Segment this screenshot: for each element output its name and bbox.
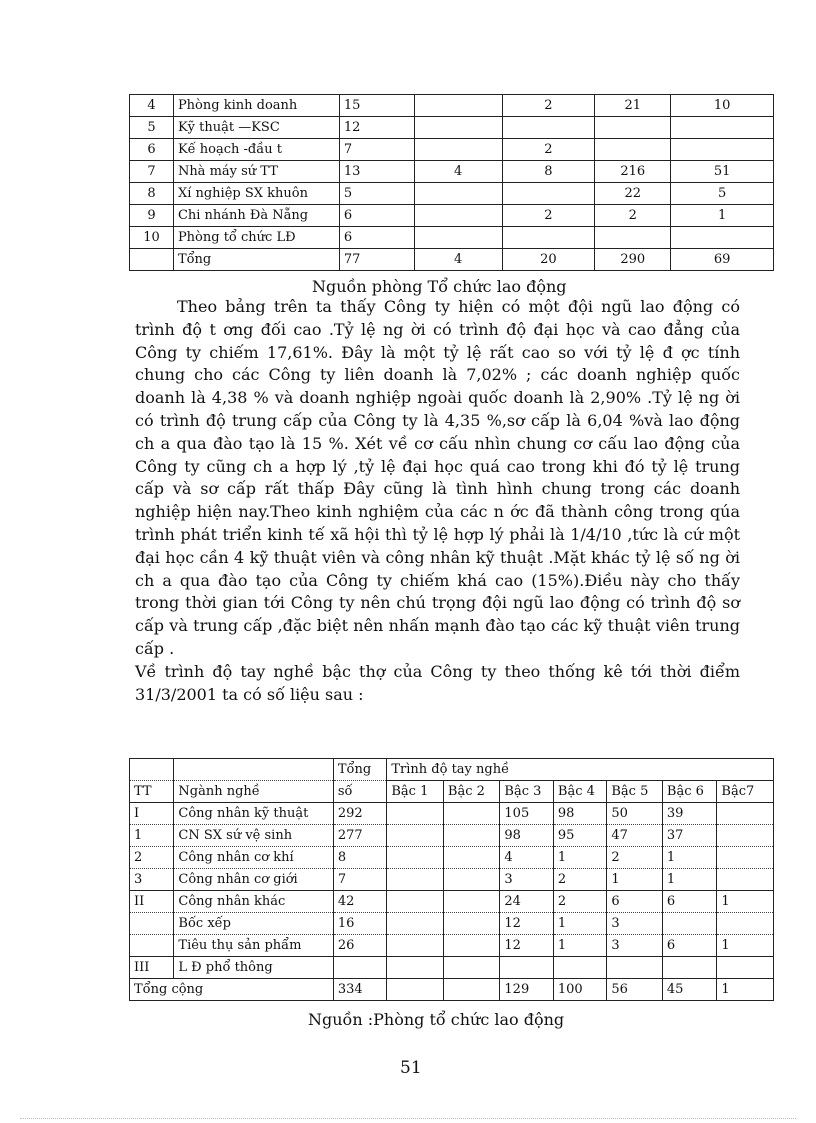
- table-cell: [333, 957, 386, 979]
- table-cell: 277: [333, 825, 386, 847]
- table-row: [130, 249, 774, 271]
- table-row: [130, 117, 774, 139]
- table-cell: [130, 249, 174, 271]
- table-cell: 51: [671, 161, 774, 183]
- table-cell: [500, 957, 553, 979]
- table-cell: [130, 913, 174, 935]
- table-cell: 6: [607, 891, 663, 913]
- header-tong: Tổng: [333, 759, 386, 781]
- table-cell: 2: [595, 205, 671, 227]
- table-cell: 98: [553, 803, 606, 825]
- table-cell: [443, 869, 500, 891]
- table-cell: 1: [607, 869, 663, 891]
- header-cell: Ngành nghề: [174, 781, 333, 803]
- table-cell: [387, 913, 444, 935]
- table-cell: Công nhân khác: [174, 891, 333, 913]
- table-cell: 2: [130, 847, 174, 869]
- table-cell: 3: [500, 869, 553, 891]
- table-cell: [717, 869, 774, 891]
- table-cell: 12: [500, 935, 553, 957]
- table-cell: 42: [333, 891, 386, 913]
- table-cell: 39: [662, 803, 717, 825]
- table-cell: Phòng tổ chức LĐ: [173, 227, 339, 249]
- table-cell: [387, 825, 444, 847]
- header-cell: Bậc 1: [387, 781, 444, 803]
- table-cell: L Đ phổ thông: [174, 957, 333, 979]
- table-cell: 7: [333, 869, 386, 891]
- table-row: [130, 869, 774, 891]
- table-cell: 4: [130, 95, 174, 117]
- table-row: [130, 183, 774, 205]
- table-cell: 292: [333, 803, 386, 825]
- table-cell: 3: [130, 869, 174, 891]
- skill-level-table: [129, 758, 774, 1001]
- table-cell: 21: [595, 95, 671, 117]
- table-cell: [387, 869, 444, 891]
- table-cell: 5: [130, 117, 174, 139]
- table-cell: [443, 913, 500, 935]
- table-cell: Phòng kinh doanh: [173, 95, 339, 117]
- table-cell: [130, 935, 174, 957]
- table-cell: [414, 139, 502, 161]
- table-cell: 8: [502, 161, 595, 183]
- table-cell: 47: [607, 825, 663, 847]
- table-cell: 5: [671, 183, 774, 205]
- table-row: [130, 161, 774, 183]
- table-cell: 1: [662, 869, 717, 891]
- table-cell: 1: [553, 913, 606, 935]
- table-cell: Công nhân cơ giới: [174, 869, 333, 891]
- table-cell: Tiêu thụ sản phẩm: [174, 935, 333, 957]
- table-row: [130, 913, 774, 935]
- table-cell: 98: [500, 825, 553, 847]
- table-cell: 216: [595, 161, 671, 183]
- table-cell: III: [130, 957, 174, 979]
- table-cell: [414, 205, 502, 227]
- table-cell: 50: [607, 803, 663, 825]
- table-cell: 56: [607, 979, 663, 1001]
- table-row: [130, 227, 774, 249]
- table-row: [130, 957, 774, 979]
- table-cell: [662, 957, 717, 979]
- table-cell: 1: [717, 979, 774, 1001]
- table-cell: Kế hoạch -đầu t: [173, 139, 339, 161]
- table-cell: 1: [662, 847, 717, 869]
- table-cell: 69: [671, 249, 774, 271]
- table-cell: [671, 227, 774, 249]
- table-cell: [443, 935, 500, 957]
- body-text: [135, 296, 740, 706]
- table-cell: 12: [500, 913, 553, 935]
- table-cell: 2: [553, 869, 606, 891]
- table-cell: 5: [339, 183, 414, 205]
- table-cell: 10: [130, 227, 174, 249]
- table-cell: 20: [502, 249, 595, 271]
- table-cell: [607, 957, 663, 979]
- table-cell: 12: [339, 117, 414, 139]
- staff-table: [129, 94, 774, 271]
- table-cell: 1: [553, 847, 606, 869]
- table-cell: [414, 95, 502, 117]
- table-cell: 24: [500, 891, 553, 913]
- table-cell: II: [130, 891, 174, 913]
- table-cell: 1: [553, 935, 606, 957]
- paragraph-1: Theo bảng trên ta thấy Công ty hiện có một đội ngũ lao động có trình độ t ơng đối cao .Tỷ lệ ng ời có trình độ đại học và cao đẳng của Công ty chiếm 17,61%. Đây là một tỷ lệ rất cao so với tỷ lệ đ ợc tính chung cho các Công ty liên doanh là 7,02% ; các doanh nghiệp quốc doanh là 4,38 % và doanh nghiệp ngoài quốc doanh là 2,90% .Tỷ lệ ng ời có trình độ trung cấp của Công ty là 4,35 %,sơ cấp là 6,04 %và lao động ch a qua đào tạo là 15 %. Xét về cơ cấu nhìn chung cơ cấu lao động của Công ty cũng ch a hợp lý ,tỷ lệ đại học quá cao trong khi đó tỷ lệ trung cấp và sơ cấp rất thấp Đây cũng là tình hình chung trong các doanh nghiệp hiện nay.Theo kinh nghiệm của các n ớc đã thành công trong qúa trình phát triển kinh tế xã hội thì tỷ lệ hợp lý phải là 1/4/10 ,tức là cứ một đại học cần 4 kỹ thuật viên và công nhân kỹ thuật .Mặt khác tỷ lệ số ng ời ch a qua đào tạo của Công ty chiếm khá cao (15%).Điều này cho thấy trong thời gian tới Công ty nên chú trọng đội ngũ lao động có trình độ sơ cấp và trung cấp ,đặc biệt nên nhấn mạnh đào tạo các kỹ thuật viên trung cấp .: [135, 297, 740, 658]
- table-cell: Kỹ thuật —KSC: [173, 117, 339, 139]
- table-cell: 4: [500, 847, 553, 869]
- table-cell: I: [130, 803, 174, 825]
- table-cell: [717, 913, 774, 935]
- table-cell: 6: [339, 205, 414, 227]
- table-cell: [443, 979, 500, 1001]
- table-cell: [414, 117, 502, 139]
- table-cell: 95: [553, 825, 606, 847]
- table-cell: [662, 913, 717, 935]
- table-cell: 129: [500, 979, 553, 1001]
- table-cell: [502, 183, 595, 205]
- table-row: [130, 803, 774, 825]
- table-cell: [717, 825, 774, 847]
- table-row: [130, 935, 774, 957]
- table-cell: [717, 803, 774, 825]
- table-cell: 37: [662, 825, 717, 847]
- table-cell: [671, 117, 774, 139]
- table-cell: 15: [339, 95, 414, 117]
- table1-source-caption: Nguồn phòng Tổ chức lao động: [312, 277, 567, 296]
- table-cell: 26: [333, 935, 386, 957]
- table-row: [130, 891, 774, 913]
- table-cell: [443, 825, 500, 847]
- table-cell: [387, 847, 444, 869]
- total-label: Tổng cộng: [130, 979, 334, 1001]
- table-row: [130, 139, 774, 161]
- page-number: 51: [400, 1058, 422, 1078]
- table-cell: 7: [130, 161, 174, 183]
- header-cell: [130, 759, 174, 781]
- table-cell: [443, 957, 500, 979]
- table-cell: 2: [502, 139, 595, 161]
- table-cell: Công nhân cơ khí: [174, 847, 333, 869]
- table-cell: 16: [333, 913, 386, 935]
- header-cell: Bậc 4: [553, 781, 606, 803]
- table-cell: 4: [414, 249, 502, 271]
- table-cell: [717, 957, 774, 979]
- table-cell: 1: [717, 891, 774, 913]
- table-cell: [387, 957, 444, 979]
- table-cell: Nhà máy sứ TT: [173, 161, 339, 183]
- table-row: [130, 95, 774, 117]
- table-cell: [717, 847, 774, 869]
- table-cell: Công nhân kỹ thuật: [174, 803, 333, 825]
- table-cell: [414, 227, 502, 249]
- header-cell: Bậc 6: [662, 781, 717, 803]
- table-row: [130, 205, 774, 227]
- table-cell: [595, 139, 671, 161]
- table-cell: [387, 803, 444, 825]
- table-cell: [387, 891, 444, 913]
- table2-source-caption: Nguồn :Phòng tổ chức lao động: [308, 1010, 565, 1029]
- table-cell: 6: [662, 935, 717, 957]
- table-cell: 4: [414, 161, 502, 183]
- table-cell: [595, 117, 671, 139]
- header-cell: số: [333, 781, 386, 803]
- table-cell: 45: [662, 979, 717, 1001]
- table-cell: Xí nghiệp SX khuôn: [173, 183, 339, 205]
- table-cell: 1: [130, 825, 174, 847]
- table-cell: 1: [717, 935, 774, 957]
- table-cell: 8: [333, 847, 386, 869]
- paragraph-2: Về trình độ tay nghề bậc thợ của Công ty theo thống kê tới thời điểm 31/3/2001 ta có số liệu sau :: [135, 661, 740, 704]
- table-cell: 2: [502, 95, 595, 117]
- header-cell: TT: [130, 781, 174, 803]
- table-cell: [443, 847, 500, 869]
- footer-divider: [20, 1118, 796, 1119]
- table2-header-row-1: [130, 759, 774, 781]
- table-cell: Chi nhánh Đà Nẵng: [173, 205, 339, 227]
- header-cell: Bậc 3: [500, 781, 553, 803]
- table-cell: 13: [339, 161, 414, 183]
- table-cell: [387, 979, 444, 1001]
- table-cell: 9: [130, 205, 174, 227]
- table-cell: [443, 891, 500, 913]
- table2-header-row-2: [130, 781, 774, 803]
- table-cell: [671, 139, 774, 161]
- table-cell: [443, 803, 500, 825]
- table-cell: 6: [130, 139, 174, 161]
- table-cell: 3: [607, 935, 663, 957]
- table-cell: Tổng: [173, 249, 339, 271]
- table-cell: 1: [671, 205, 774, 227]
- table-cell: CN SX sứ vệ sinh: [174, 825, 333, 847]
- table-cell: 290: [595, 249, 671, 271]
- header-cell: Bậc7: [717, 781, 774, 803]
- table-cell: 8: [130, 183, 174, 205]
- header-cell: Bậc 2: [443, 781, 500, 803]
- header-skill-group: Trình độ tay nghề: [387, 759, 774, 781]
- table-cell: 3: [607, 913, 663, 935]
- header-cell: [174, 759, 333, 781]
- table-cell: [502, 117, 595, 139]
- table-cell: 105: [500, 803, 553, 825]
- table-cell: 22: [595, 183, 671, 205]
- table-cell: 10: [671, 95, 774, 117]
- table-cell: [387, 935, 444, 957]
- table-cell: 2: [553, 891, 606, 913]
- table-cell: [414, 183, 502, 205]
- table-cell: [595, 227, 671, 249]
- table-cell: 6: [662, 891, 717, 913]
- total-row: [130, 979, 774, 1001]
- header-cell: Bậc 5: [607, 781, 663, 803]
- table-cell: [502, 227, 595, 249]
- table-cell: 77: [339, 249, 414, 271]
- table-cell: 100: [553, 979, 606, 1001]
- table-cell: Bốc xếp: [174, 913, 333, 935]
- table-cell: 2: [607, 847, 663, 869]
- table-row: [130, 847, 774, 869]
- table-row: [130, 825, 774, 847]
- table-cell: 6: [339, 227, 414, 249]
- table-cell: 2: [502, 205, 595, 227]
- table-cell: 334: [333, 979, 386, 1001]
- table-cell: 7: [339, 139, 414, 161]
- table-cell: [553, 957, 606, 979]
